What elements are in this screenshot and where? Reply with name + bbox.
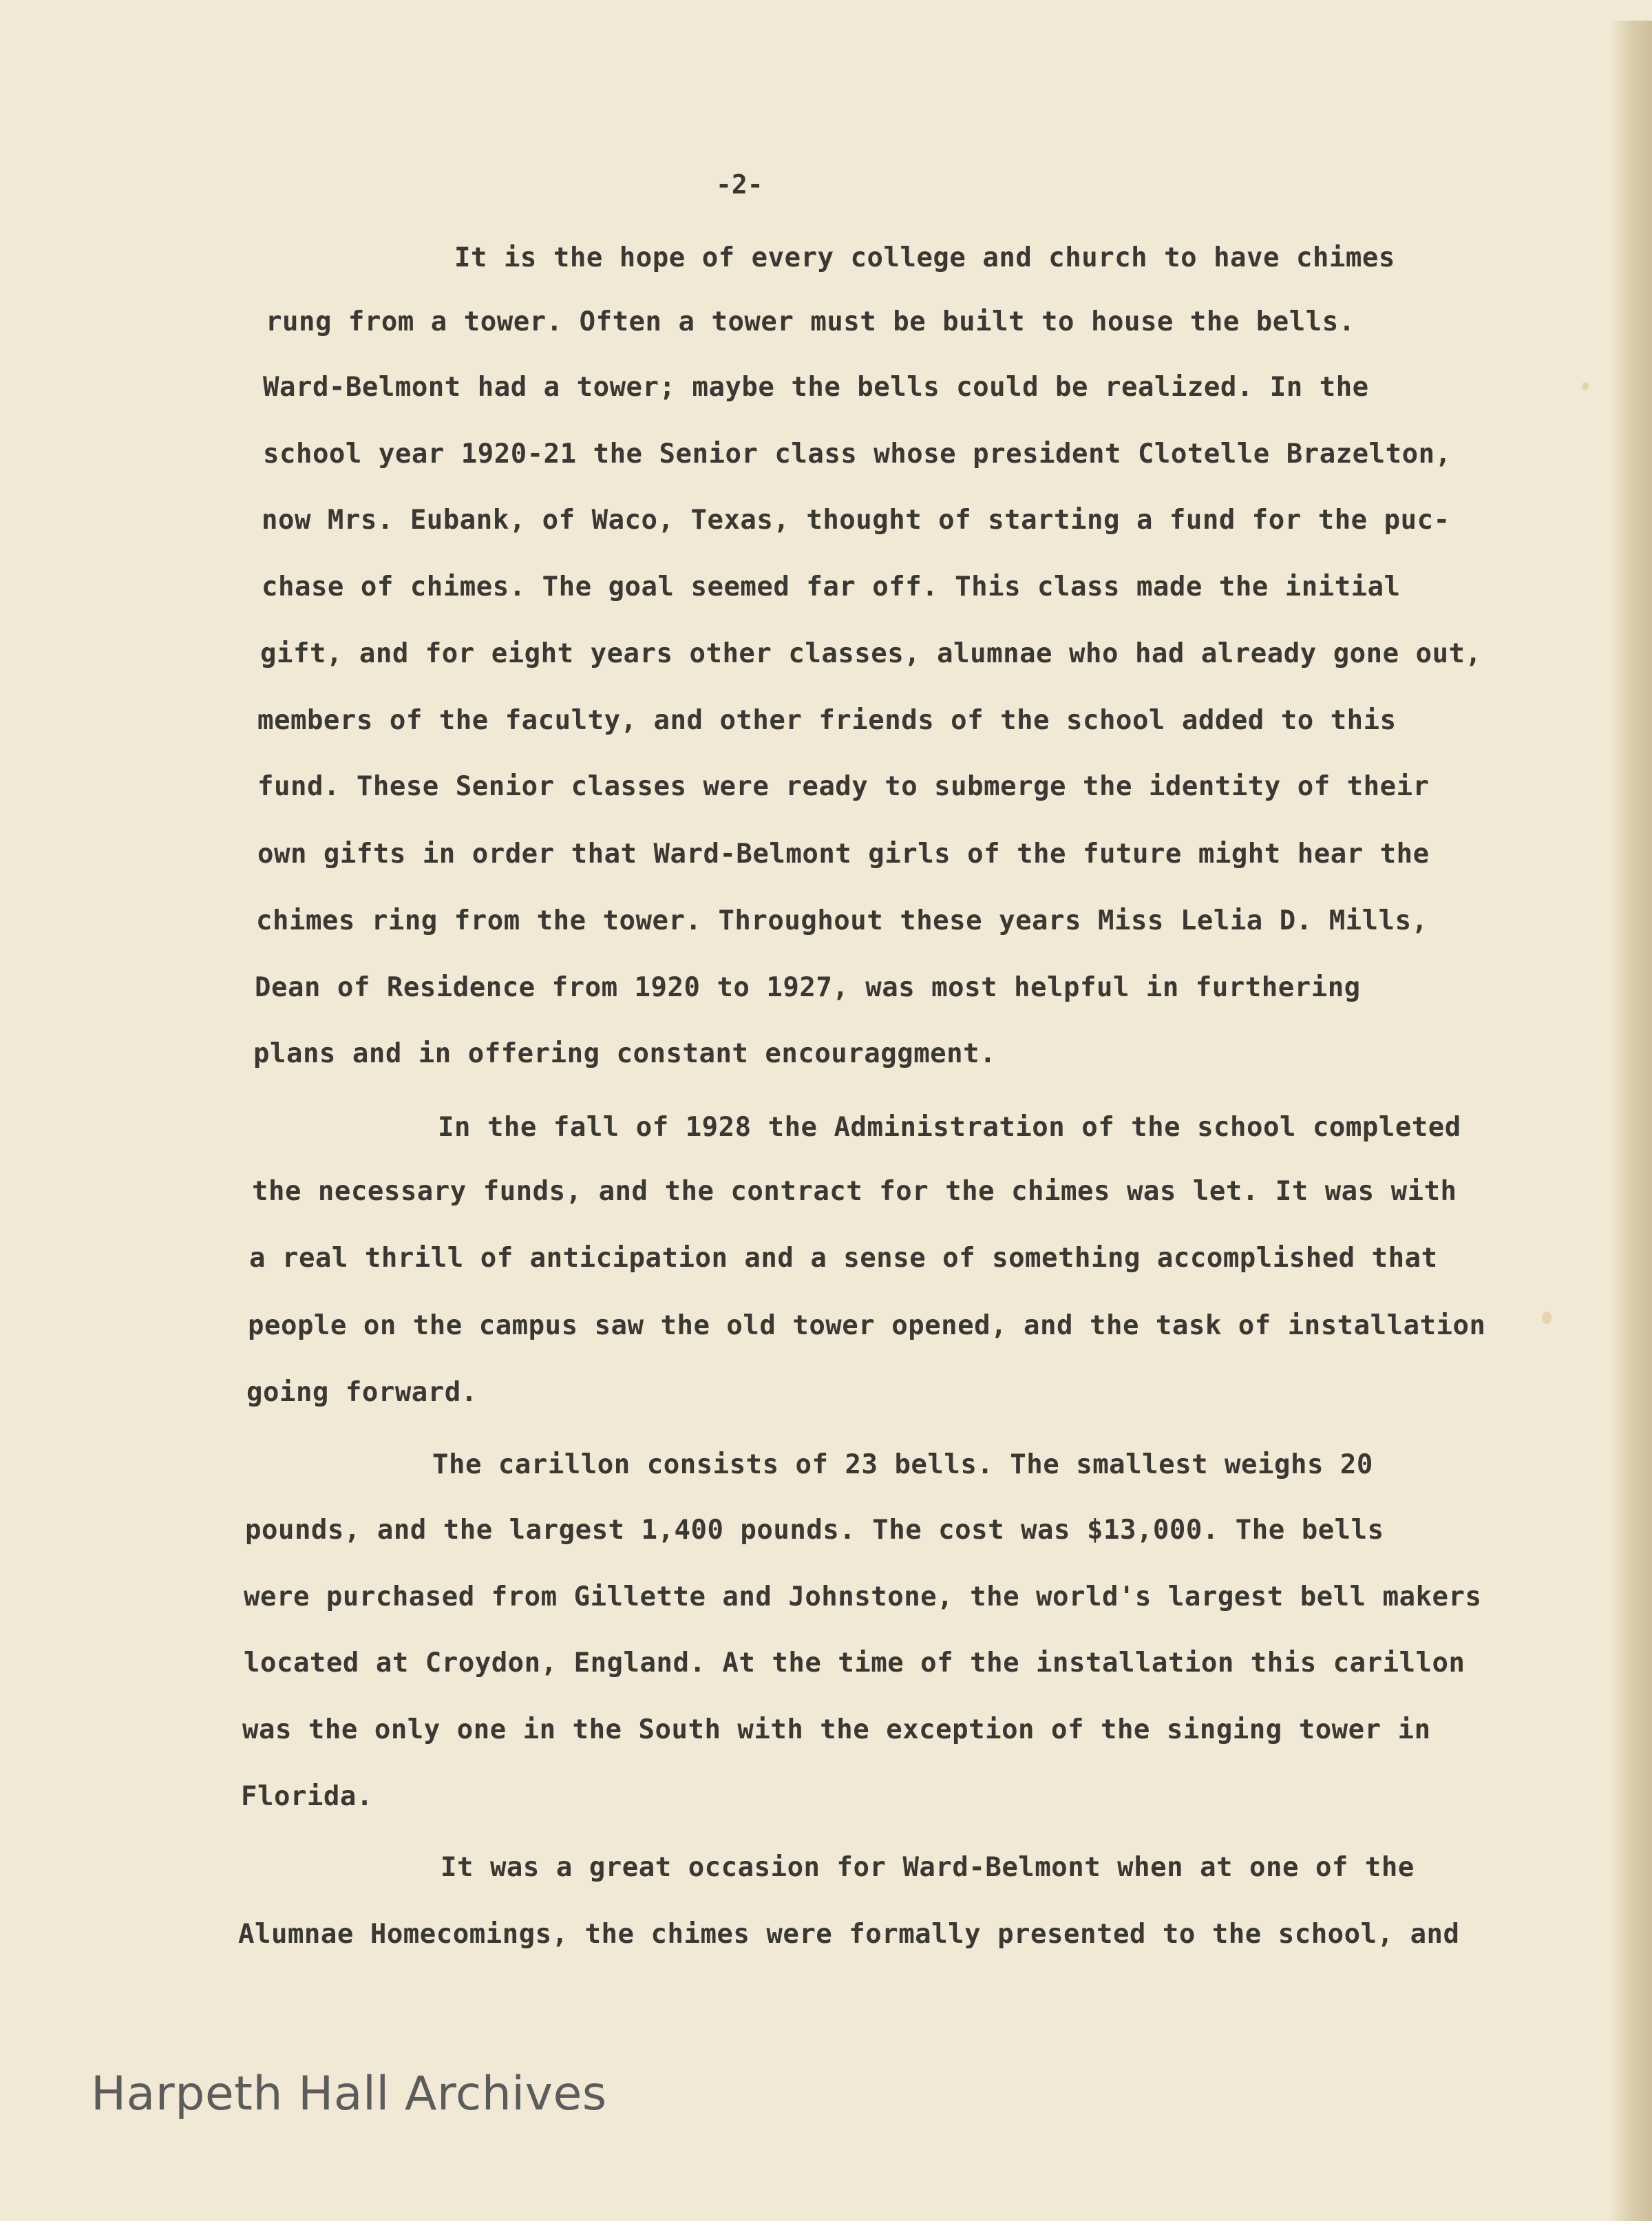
page-number: -2- (716, 169, 763, 200)
text-line: Florida. (241, 1781, 373, 1812)
text-line: chimes ring from the tower. Throughout these years Miss Lelia D. Mills, (256, 905, 1428, 936)
text-line: In the fall of 1928 the Administration of the school completed (438, 1112, 1461, 1143)
archive-watermark: Harpeth Hall Archives (91, 2067, 607, 2121)
text-line: chase of chimes. The goal seemed far off. This class made the initial (262, 571, 1401, 602)
text-line: own gifts in order that Ward-Belmont girls of the future might hear the (257, 839, 1430, 870)
text-line: located at Croydon, England. At the time of the installation this carillon (244, 1648, 1465, 1678)
text-line: pounds, and the largest 1,400 pounds. The cost was $13,000. The bells (245, 1515, 1384, 1546)
text-line: rung from a tower. Often a tower must be built to house the bells. (266, 306, 1355, 337)
text-line: gift, and for eight years other classes, alumnae who had already gone out, (260, 638, 1482, 669)
text-line: going forward. (246, 1377, 478, 1408)
text-line: the necessary funds, and the contract for the chimes was let. It was with (252, 1176, 1457, 1207)
paper-stain (1542, 1312, 1552, 1324)
text-line: was the only one in the South with the exception of the singing tower in (242, 1714, 1431, 1745)
text-line: It is the hope of every college and church to have chimes (454, 242, 1395, 273)
text-line: were purchased from Gillette and Johnstone, the world's largest bell makers (244, 1581, 1482, 1612)
text-line: The carillon consists of 23 bells. The smallest weighs 20 (432, 1449, 1373, 1480)
text-line: Alumnae Homecomings, the chimes were formally presented to the school, and (238, 1919, 1460, 1950)
text-line: It was a great occasion for Ward-Belmont when at one of the (441, 1852, 1415, 1883)
text-line: a real thrill of anticipation and a sense of something accomplished that (249, 1243, 1438, 1274)
text-line: Dean of Residence from 1920 to 1927, was most helpful in furthering (255, 972, 1361, 1003)
text-line: members of the faculty, and other friends of the school added to this (257, 705, 1397, 736)
text-line: fund. These Senior classes were ready to submerge the identity of their (257, 771, 1430, 802)
text-line: Ward-Belmont had a tower; maybe the bells could be realized. In the (263, 372, 1369, 403)
text-line: school year 1920-21 the Senior class whose president Clotelle Brazelton, (263, 439, 1452, 470)
text-line: plans and in offering constant encouraggment. (253, 1038, 997, 1069)
paper-stain (1582, 382, 1589, 390)
text-line: people on the campus saw the old tower opened, and the task of installation (248, 1310, 1486, 1341)
text-line: now Mrs. Eubank, of Waco, Texas, thought of starting a fund for the puc- (262, 505, 1450, 536)
paper-edge (1611, 21, 1652, 2221)
